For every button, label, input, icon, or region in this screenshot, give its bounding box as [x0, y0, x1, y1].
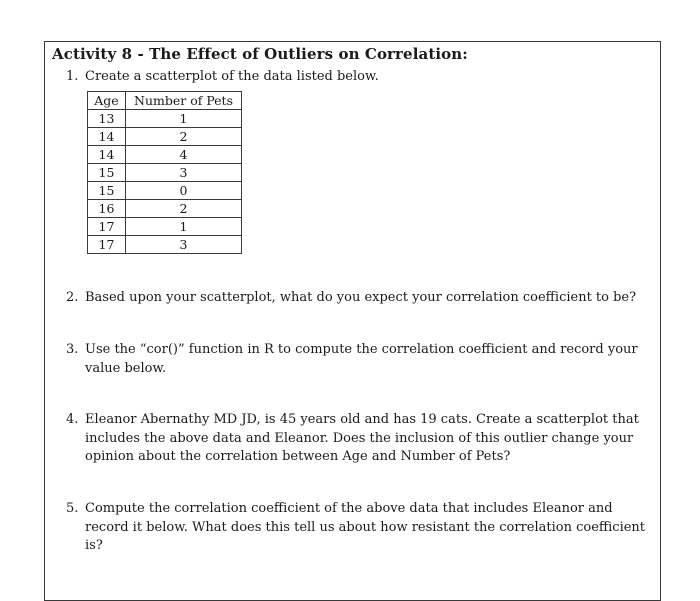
- question-text: Compute the correlation coefficient of the above data that includes Eleanor and record it below. What does this tell us about how resistant the correlation coefficient is?: [85, 501, 646, 553]
- question-number: 4.: [66, 412, 79, 427]
- table-row: [88, 200, 242, 218]
- pets-cell: 4: [126, 146, 242, 164]
- data-table: [87, 91, 242, 254]
- pets-cell: 3: [126, 164, 242, 182]
- pets-cell: 1: [126, 218, 242, 236]
- age-cell: 14: [88, 146, 126, 164]
- activity-title: Activity 8 - The Effect of Outliers on Correlation:: [52, 45, 468, 63]
- age-cell: 17: [88, 236, 126, 254]
- question-number: 2.: [66, 290, 79, 305]
- question-2: [66, 289, 660, 308]
- table-row: [88, 146, 242, 164]
- question-text: Eleanor Abernathy MD JD, is 45 years old and has 19 cats. Create a scatterplot that includes the above data and Eleanor. Does the inclusion of this outlier change your opinion about the correlation between Age and Number of Pets?: [85, 412, 639, 464]
- question-1: [66, 68, 660, 87]
- table-row: [88, 236, 242, 254]
- table-row: [88, 128, 242, 146]
- question-3: [66, 341, 660, 378]
- pets-cell: 1: [126, 110, 242, 128]
- question-number: 5.: [66, 501, 79, 516]
- table-header-row: [88, 92, 242, 110]
- pets-cell: 0: [126, 182, 242, 200]
- question-text: Create a scatterplot of the data listed below.: [85, 69, 379, 84]
- column-header-age: Age: [88, 92, 126, 110]
- age-cell: 13: [88, 110, 126, 128]
- pets-cell: 2: [126, 200, 242, 218]
- question-number: 3.: [66, 342, 79, 357]
- question-4: [66, 411, 660, 467]
- table-row: [88, 164, 242, 182]
- question-5: [66, 500, 660, 556]
- age-cell: 15: [88, 164, 126, 182]
- table-row: [88, 110, 242, 128]
- pets-cell: 3: [126, 236, 242, 254]
- age-cell: 17: [88, 218, 126, 236]
- age-cell: 16: [88, 200, 126, 218]
- table-row: [88, 218, 242, 236]
- pets-cell: 2: [126, 128, 242, 146]
- question-text: Use the “cor()” function in R to compute the correlation coefficient and record your value below.: [85, 342, 638, 376]
- age-cell: 15: [88, 182, 126, 200]
- question-text: Based upon your scatterplot, what do you expect your correlation coefficient to be?: [85, 290, 637, 305]
- table-row: [88, 182, 242, 200]
- age-cell: 14: [88, 128, 126, 146]
- column-header-pets: Number of Pets: [126, 92, 242, 110]
- question-number: 1.: [66, 69, 79, 84]
